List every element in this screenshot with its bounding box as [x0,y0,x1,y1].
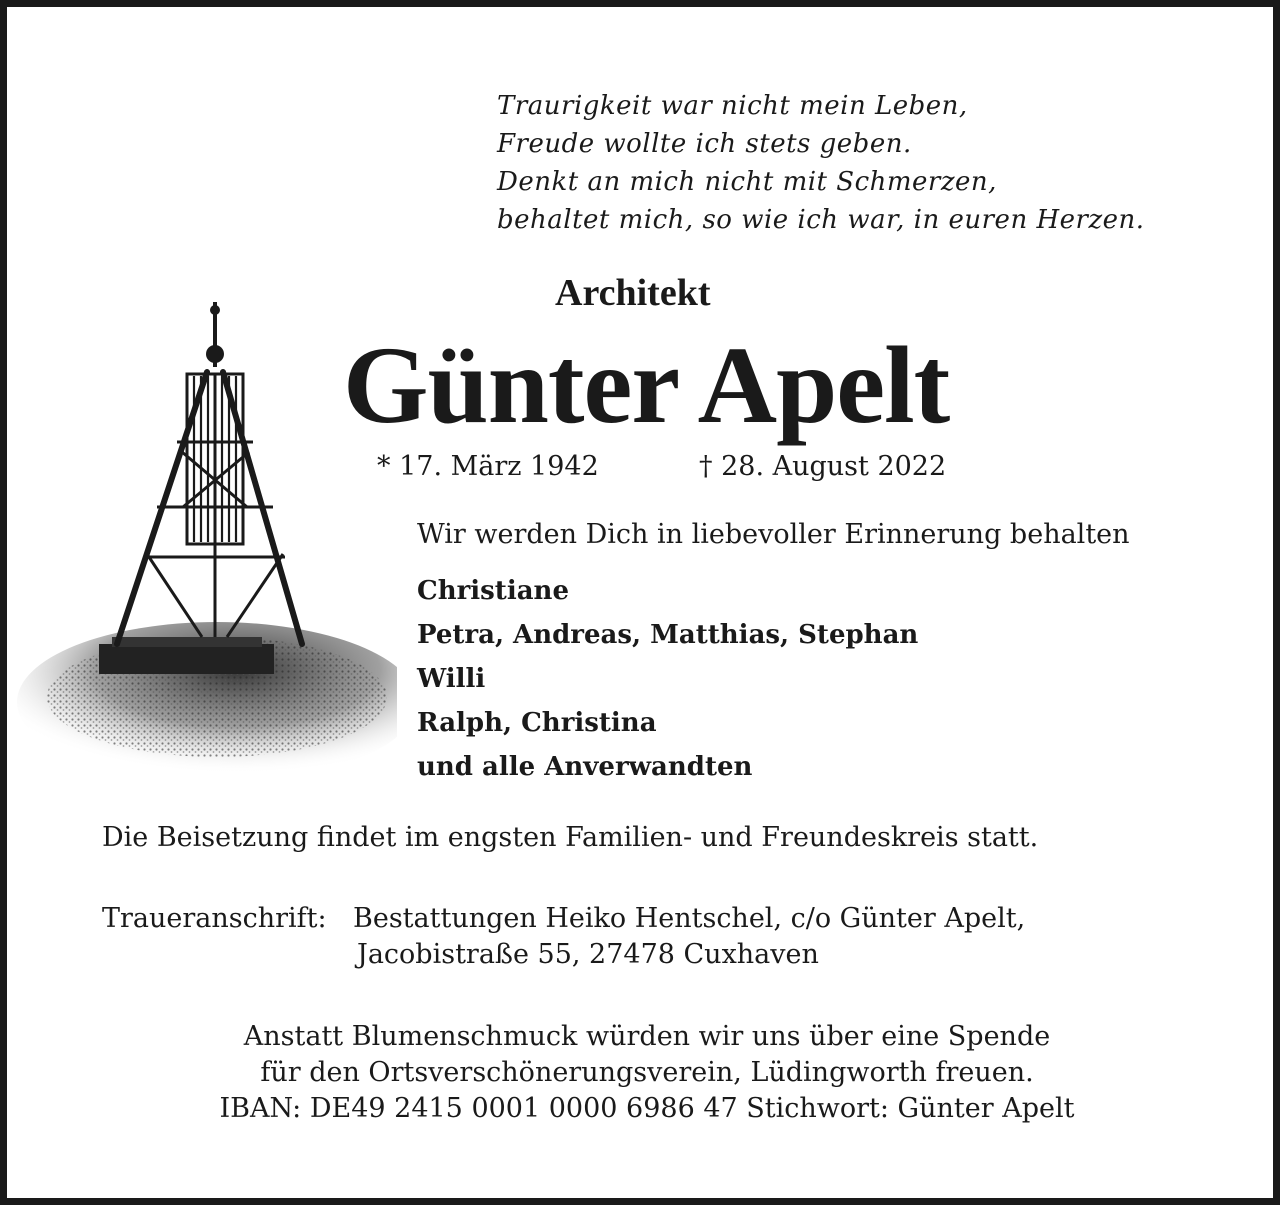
funeral-note: Die Beisetzung findet im engsten Familien- und Freundeskreis statt. [102,822,1039,853]
mourners-list [417,569,918,789]
kugelbake-beacon-icon [17,292,397,782]
poem-line: behaltet mich, so wie ich war, in euren Herzen. [497,205,1145,235]
mourner-entry: Christiane [417,576,569,606]
donation-line: für den Ortsverschönerungsverein, Lüdingworth freuen. [260,1057,1034,1088]
birth-date: * 17. März 1942 [377,451,599,482]
donation-line: Anstatt Blumenschmuck würden wir uns über eine Spende [243,1021,1051,1052]
memory-statement: Wir werden Dich in liebevoller Erinnerung behalten [417,519,1130,550]
death-date: † 28. August 2022 [699,451,947,482]
donation-note [7,1019,1280,1127]
poem-line: Freude wollte ich stets geben. [497,129,912,159]
poem-line: Traurigkeit war nicht mein Leben, [497,91,968,121]
address-line: Bestattungen Heiko Hentschel, c/o Günter Apelt, [353,903,1026,934]
poem-line: Denkt an mich nicht mit Schmerzen, [497,167,997,197]
donation-line: IBAN: DE49 2415 0001 0000 6986 47 Stichwort: Günter Apelt [219,1093,1075,1124]
mourner-entry: Ralph, Christina [417,708,657,738]
mourner-entry: Willi [417,664,486,694]
mourner-entry: und alle Anverwandten [417,752,753,782]
deceased-name: Günter Apelt [343,324,950,446]
address-line: Jacobistraße 55, 27478 Cuxhaven [357,939,819,970]
profession-title: Architekt [555,272,711,314]
address-label: Traueranschrift: [102,903,327,934]
poem [497,87,1145,239]
mourner-entry: Petra, Andreas, Matthias, Stephan [417,620,919,650]
